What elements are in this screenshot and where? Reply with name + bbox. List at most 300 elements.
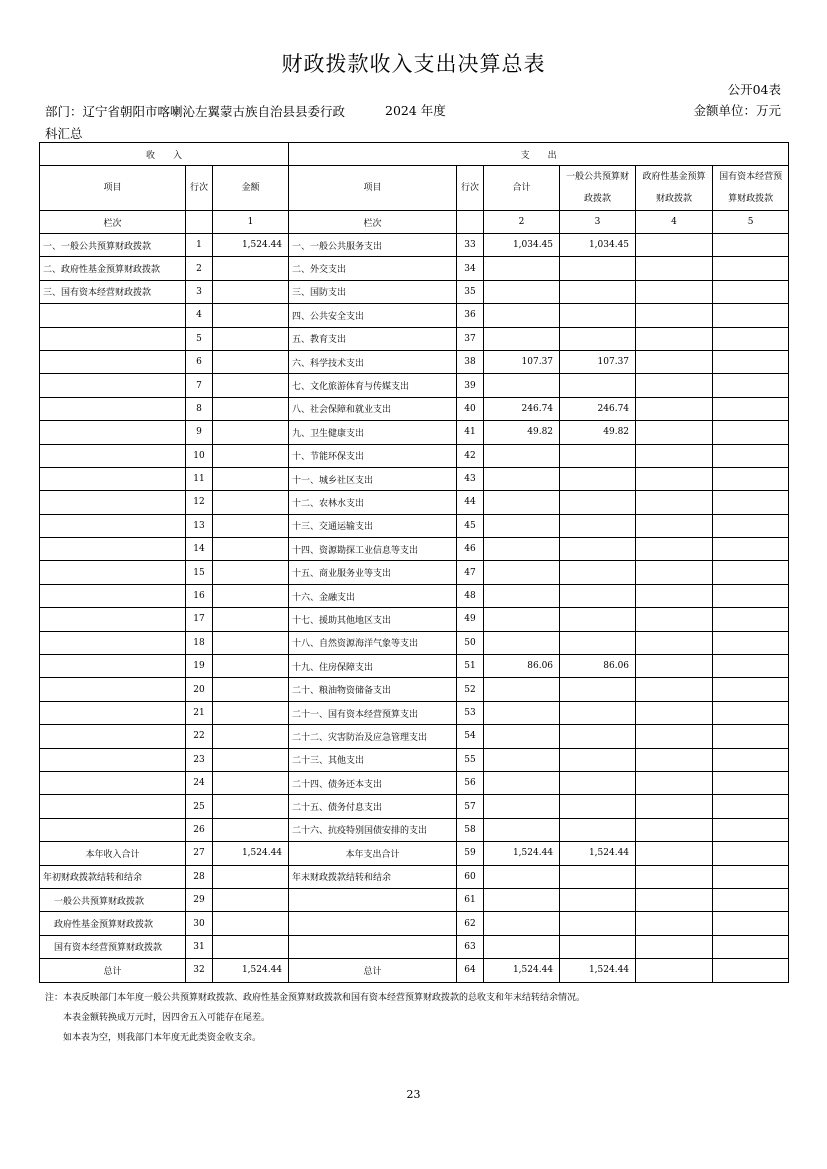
expenditure-item: 二十四、债务还本支出: [289, 771, 457, 794]
state-capital-amount: [713, 257, 789, 280]
expenditure-item: 六、科学技术支出: [289, 350, 457, 373]
total-amount: [484, 538, 560, 561]
fund-budget-amount: [636, 678, 713, 701]
state-capital-amount: [713, 842, 789, 865]
income-item: [40, 655, 186, 678]
income-amount: [213, 771, 289, 794]
income-amount: [213, 514, 289, 537]
summary-row: [40, 842, 789, 865]
total-amount: [484, 491, 560, 514]
income-amount: [213, 608, 289, 631]
general-budget-amount: [560, 327, 636, 350]
fund-budget-amount: [636, 842, 713, 865]
total-amount: [484, 865, 560, 888]
expenditure-item: 十四、资源勘探工业信息等支出: [289, 538, 457, 561]
expenditure-item-header: 项目: [289, 166, 457, 211]
income-line-no: 26: [186, 818, 213, 841]
table-row: [40, 491, 789, 514]
state-capital-amount: [713, 514, 789, 537]
state-capital-header: 国有资本经营预算财政拨款: [713, 166, 789, 211]
expenditure-line-no: 44: [457, 491, 484, 514]
general-budget-amount: [560, 584, 636, 607]
income-item: [40, 467, 186, 490]
income-amount: [213, 350, 289, 373]
income-amount: [213, 304, 289, 327]
income-item: [40, 748, 186, 771]
expenditure-item: 五、教育支出: [289, 327, 457, 350]
income-amount: [213, 865, 289, 888]
fund-budget-amount: [636, 397, 713, 420]
expenditure-item: 八、社会保障和就业支出: [289, 397, 457, 420]
expenditure-item: 七、文化旅游体育与传媒支出: [289, 374, 457, 397]
total-amount: [484, 912, 560, 935]
income-item: [40, 491, 186, 514]
table-row: [40, 678, 789, 701]
expenditure-line-no: 62: [457, 912, 484, 935]
expenditure-line-no: 55: [457, 748, 484, 771]
note-1: 注：本表反映部门本年度一般公共预算财政拨款、政府性基金预算财政拨款和国有资本经营预算财政拨款的总收支和年末结转结余情况。: [45, 993, 586, 1003]
state-capital-amount: [713, 771, 789, 794]
table-row: [40, 561, 789, 584]
unit-label: 金额单位：万元: [693, 103, 781, 118]
table-row: [40, 748, 789, 771]
expenditure-line-no: 34: [457, 257, 484, 280]
income-amount: [213, 561, 289, 584]
expenditure-item: [289, 888, 457, 911]
state-capital-amount: [713, 327, 789, 350]
table-row: [40, 304, 789, 327]
income-item: [40, 818, 186, 841]
income-line-no: 9: [186, 421, 213, 444]
expenditure-item: 十五、商业服务业等支出: [289, 561, 457, 584]
income-item: [40, 397, 186, 420]
income-line-no: 22: [186, 725, 213, 748]
table-row: [40, 257, 789, 280]
state-capital-amount: [713, 912, 789, 935]
state-capital-amount: [713, 304, 789, 327]
income-amount: [213, 818, 289, 841]
expenditure-item: 二十五、债务付息支出: [289, 795, 457, 818]
income-amount: [213, 491, 289, 514]
income-item: [40, 421, 186, 444]
total-amount: [484, 678, 560, 701]
total-amount: 86.06: [484, 655, 560, 678]
fund-budget-amount: [636, 631, 713, 654]
fund-budget-header: 政府性基金预算财政拨款: [636, 166, 713, 211]
general-budget-amount: [560, 608, 636, 631]
expenditure-item: 本年支出合计: [289, 842, 457, 865]
table-row: [40, 514, 789, 537]
total-amount: [484, 725, 560, 748]
table-row: [40, 467, 789, 490]
total-amount: 49.82: [484, 421, 560, 444]
income-line-no: 12: [186, 491, 213, 514]
table-row: [40, 608, 789, 631]
fund-budget-amount: [636, 491, 713, 514]
general-budget-amount: [560, 257, 636, 280]
general-budget-amount: [560, 631, 636, 654]
expenditure-item: [289, 935, 457, 958]
fund-budget-amount: [636, 865, 713, 888]
general-budget-amount: [560, 725, 636, 748]
state-capital-amount: [713, 561, 789, 584]
state-capital-amount: [713, 795, 789, 818]
income-amount: [213, 655, 289, 678]
expenditure-line-no: 49: [457, 608, 484, 631]
total-amount: [484, 257, 560, 280]
general-budget-amount: [560, 701, 636, 724]
expenditure-line-no: 56: [457, 771, 484, 794]
fund-budget-amount: [636, 912, 713, 935]
income-item-header: 项目: [40, 166, 186, 211]
income-line-no: 13: [186, 514, 213, 537]
income-item: [40, 304, 186, 327]
state-capital-amount: [713, 538, 789, 561]
income-line-no: 30: [186, 912, 213, 935]
table-row: [40, 701, 789, 724]
table-row: [40, 280, 789, 303]
income-item: [40, 350, 186, 373]
general-budget-amount: 1,524.44: [560, 959, 636, 982]
income-amount: [213, 678, 289, 701]
income-item: [40, 514, 186, 537]
fund-budget-amount: [636, 725, 713, 748]
note-3: 如本表为空，则我部门本年度无此类资金收支余。: [63, 1033, 262, 1043]
table-row: [40, 771, 789, 794]
state-capital-amount: [713, 631, 789, 654]
income-amount: 1,524.44: [213, 234, 289, 257]
total-amount: [484, 795, 560, 818]
table-row: [40, 397, 789, 420]
income-line-no: 3: [186, 280, 213, 303]
expenditure-line-no: 46: [457, 538, 484, 561]
table-row: [40, 444, 789, 467]
expenditure-line-no: 39: [457, 374, 484, 397]
fund-budget-amount: [636, 538, 713, 561]
fund-budget-amount: [636, 280, 713, 303]
income-amount: [213, 701, 289, 724]
expenditure-item: 二十、粮油物资储备支出: [289, 678, 457, 701]
total-amount: [484, 771, 560, 794]
expenditure-line-no: 63: [457, 935, 484, 958]
total-amount: [484, 584, 560, 607]
header-row-columns: [40, 166, 789, 211]
income-item: [40, 444, 186, 467]
expenditure-item: [289, 912, 457, 935]
table-row: [40, 631, 789, 654]
income-item: [40, 795, 186, 818]
income-item: 年初财政拨款结转和结余: [40, 865, 186, 888]
page-number: 23: [406, 1088, 421, 1101]
income-item: 二、政府性基金预算财政拨款: [40, 257, 186, 280]
expenditure-line-no: 51: [457, 655, 484, 678]
general-budget-amount: [560, 795, 636, 818]
fund-budget-amount: [636, 771, 713, 794]
state-capital-amount: [713, 350, 789, 373]
income-amount: [213, 888, 289, 911]
expenditure-line-no: 53: [457, 701, 484, 724]
general-budget-amount: 1,524.44: [560, 842, 636, 865]
expenditure-item: 十一、城乡社区支出: [289, 467, 457, 490]
empty-cell: [186, 211, 213, 234]
state-capital-amount: [713, 959, 789, 982]
expenditure-header: 支 出: [289, 143, 789, 166]
income-amount: 1,524.44: [213, 959, 289, 982]
state-capital-amount: [713, 397, 789, 420]
income-line-no: 28: [186, 865, 213, 888]
income-line-no: 10: [186, 444, 213, 467]
income-line-no: 5: [186, 327, 213, 350]
column-index-3: 3: [560, 211, 636, 234]
income-amount: [213, 912, 289, 935]
expenditure-line-no: 59: [457, 842, 484, 865]
total-amount: 1,524.44: [484, 959, 560, 982]
summary-row: [40, 888, 789, 911]
income-amount: 1,524.44: [213, 842, 289, 865]
income-amount: [213, 421, 289, 444]
income-line-no: 17: [186, 608, 213, 631]
expenditure-line-no: 35: [457, 280, 484, 303]
income-line-no: 7: [186, 374, 213, 397]
state-capital-amount: [713, 374, 789, 397]
expenditure-item: 四、公共安全支出: [289, 304, 457, 327]
income-line-no: 31: [186, 935, 213, 958]
fund-budget-amount: [636, 514, 713, 537]
general-budget-amount: [560, 304, 636, 327]
fund-budget-amount: [636, 444, 713, 467]
state-capital-amount: [713, 935, 789, 958]
total-amount: [484, 444, 560, 467]
income-line-no: 11: [186, 467, 213, 490]
general-budget-amount: [560, 491, 636, 514]
fund-budget-amount: [636, 421, 713, 444]
general-budget-amount: [560, 467, 636, 490]
income-amount: [213, 935, 289, 958]
expenditure-line-no: 37: [457, 327, 484, 350]
general-budget-amount: [560, 444, 636, 467]
total-amount: [484, 701, 560, 724]
total-amount: [484, 608, 560, 631]
expenditure-item: 十九、住房保障支出: [289, 655, 457, 678]
expenditure-item: 总计: [289, 959, 457, 982]
total-amount: [484, 748, 560, 771]
expenditure-line-no: 36: [457, 304, 484, 327]
header-row-sections: [40, 143, 789, 166]
state-capital-amount: [713, 234, 789, 257]
expenditure-item: 年末财政拨款结转和结余: [289, 865, 457, 888]
expenditure-line-no: 61: [457, 888, 484, 911]
state-capital-amount: [713, 818, 789, 841]
column-index-2: 2: [484, 211, 560, 234]
expenditure-line-no: 64: [457, 959, 484, 982]
expenditure-item: 二、外交支出: [289, 257, 457, 280]
general-budget-header: 一般公共预算财政拨款: [560, 166, 636, 211]
income-line-no: 18: [186, 631, 213, 654]
income-line-no: 1: [186, 234, 213, 257]
income-amount: [213, 748, 289, 771]
income-item: 一、一般公共预算财政拨款: [40, 234, 186, 257]
total-amount: 246.74: [484, 397, 560, 420]
expenditure-line-no: 43: [457, 467, 484, 490]
fund-budget-amount: [636, 327, 713, 350]
income-item: 政府性基金预算财政拨款: [40, 912, 186, 935]
total-amount: [484, 514, 560, 537]
total-header: 合计: [484, 166, 560, 211]
expenditure-line-no: 54: [457, 725, 484, 748]
income-line-no: 16: [186, 584, 213, 607]
income-line-no: 15: [186, 561, 213, 584]
table-row: [40, 350, 789, 373]
income-line-no: 2: [186, 257, 213, 280]
fund-budget-amount: [636, 888, 713, 911]
table-row: [40, 374, 789, 397]
total-amount: [484, 374, 560, 397]
total-amount: [484, 818, 560, 841]
income-item: [40, 725, 186, 748]
general-budget-amount: [560, 748, 636, 771]
table-row: [40, 327, 789, 350]
table-row: [40, 234, 789, 257]
income-line-no: 29: [186, 888, 213, 911]
state-capital-amount: [713, 655, 789, 678]
general-budget-amount: [560, 514, 636, 537]
income-line-no: 14: [186, 538, 213, 561]
income-line-no: 32: [186, 959, 213, 982]
fund-budget-amount: [636, 350, 713, 373]
fund-budget-amount: [636, 608, 713, 631]
expenditure-line-no: 58: [457, 818, 484, 841]
expenditure-item: 十二、农林水支出: [289, 491, 457, 514]
income-line-no: 23: [186, 748, 213, 771]
state-capital-amount: [713, 467, 789, 490]
income-amount: [213, 631, 289, 654]
income-item: [40, 374, 186, 397]
income-item: [40, 538, 186, 561]
table-row: [40, 795, 789, 818]
income-amount: [213, 467, 289, 490]
fund-budget-amount: [636, 818, 713, 841]
expenditure-item: 二十三、其他支出: [289, 748, 457, 771]
expenditure-line-no: 40: [457, 397, 484, 420]
fund-budget-amount: [636, 561, 713, 584]
state-capital-amount: [713, 421, 789, 444]
table-row: [40, 421, 789, 444]
income-item: 总计: [40, 959, 186, 982]
state-capital-amount: [713, 444, 789, 467]
general-budget-amount: [560, 771, 636, 794]
state-capital-amount: [713, 280, 789, 303]
income-line-no: 20: [186, 678, 213, 701]
general-budget-amount: 107.37: [560, 350, 636, 373]
general-budget-amount: [560, 912, 636, 935]
fund-budget-amount: [636, 795, 713, 818]
income-line-no: 21: [186, 701, 213, 724]
table-row: [40, 818, 789, 841]
income-amount: [213, 374, 289, 397]
fund-budget-amount: [636, 584, 713, 607]
total-amount: [484, 888, 560, 911]
general-budget-amount: [560, 280, 636, 303]
page-title: 财政拨款收入支出决算总表: [281, 52, 546, 76]
expenditure-line-no: 33: [457, 234, 484, 257]
total-amount: [484, 467, 560, 490]
expenditure-line-no: 45: [457, 514, 484, 537]
column-index-1: 1: [213, 211, 289, 234]
table-row: [40, 655, 789, 678]
income-line-no: 8: [186, 397, 213, 420]
income-item: [40, 561, 186, 584]
income-item: [40, 608, 186, 631]
state-capital-amount: [713, 888, 789, 911]
income-line-no: 24: [186, 771, 213, 794]
income-amount: [213, 280, 289, 303]
income-amount: [213, 584, 289, 607]
column-label: 栏次: [289, 211, 457, 234]
income-item: 一般公共预算财政拨款: [40, 888, 186, 911]
income-amount: [213, 444, 289, 467]
summary-row: [40, 912, 789, 935]
general-budget-amount: [560, 935, 636, 958]
note-2: 本表金额转换成万元时，因四舍五入可能存在尾差。: [63, 1013, 271, 1023]
state-capital-amount: [713, 678, 789, 701]
fund-budget-amount: [636, 374, 713, 397]
general-budget-amount: [560, 561, 636, 584]
total-amount: [484, 935, 560, 958]
form-code: 公开04表: [727, 82, 781, 97]
income-item: [40, 584, 186, 607]
expenditure-line-no: 47: [457, 561, 484, 584]
expenditure-item: 十、节能环保支出: [289, 444, 457, 467]
fund-budget-amount: [636, 748, 713, 771]
column-label: 栏次: [40, 211, 186, 234]
expenditure-item: 十三、交通运输支出: [289, 514, 457, 537]
total-amount: [484, 327, 560, 350]
general-budget-amount: [560, 678, 636, 701]
income-line-header: 行次: [186, 166, 213, 211]
income-line-no: 19: [186, 655, 213, 678]
table-row: [40, 725, 789, 748]
state-capital-amount: [713, 725, 789, 748]
total-amount: 107.37: [484, 350, 560, 373]
general-budget-amount: [560, 818, 636, 841]
notes: [45, 988, 585, 1048]
column-index-row: [40, 211, 789, 234]
table-row: [40, 538, 789, 561]
state-capital-amount: [713, 701, 789, 724]
state-capital-amount: [713, 491, 789, 514]
empty-cell: [457, 211, 484, 234]
expenditure-item: 九、卫生健康支出: [289, 421, 457, 444]
total-amount: [484, 561, 560, 584]
income-item: [40, 631, 186, 654]
column-index-4: 4: [636, 211, 713, 234]
total-amount: 1,524.44: [484, 842, 560, 865]
expenditure-line-no: 48: [457, 584, 484, 607]
income-item: 三、国有资本经营财政拨款: [40, 280, 186, 303]
fund-budget-amount: [636, 701, 713, 724]
expenditure-line-no: 52: [457, 678, 484, 701]
total-amount: [484, 631, 560, 654]
income-amount: [213, 725, 289, 748]
state-capital-amount: [713, 608, 789, 631]
budget-table: [39, 142, 789, 983]
income-amount: [213, 327, 289, 350]
income-amount: [213, 538, 289, 561]
general-budget-amount: [560, 865, 636, 888]
state-capital-amount: [713, 748, 789, 771]
total-amount: 1,034.45: [484, 234, 560, 257]
income-item: 本年收入合计: [40, 842, 186, 865]
